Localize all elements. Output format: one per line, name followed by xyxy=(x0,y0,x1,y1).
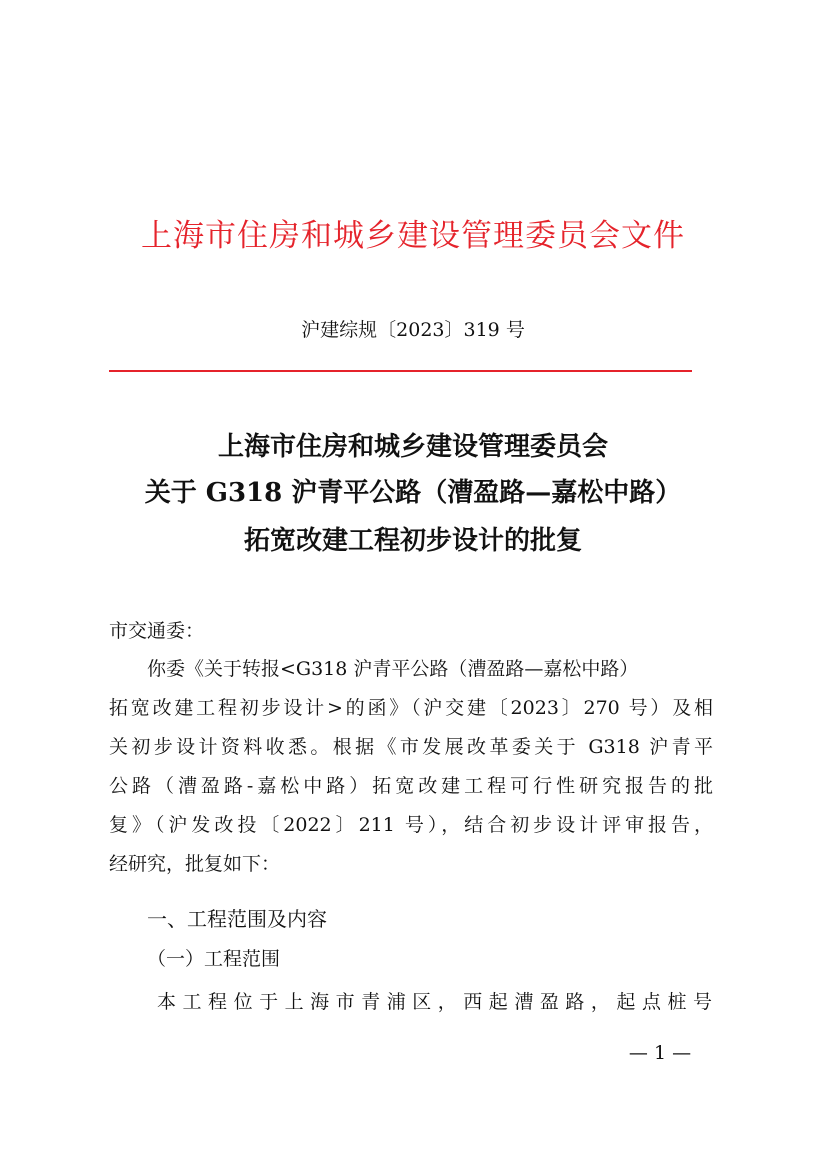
paragraph-line: 本工程位于上海市青浦区，西起漕盈路，起点桩号 xyxy=(157,991,712,1013)
paragraph-line: 关初步设计资料收悉。根据《市发展改革委关于 G318 沪青平 xyxy=(109,736,713,758)
document-title-line-1: 上海市住房和城乡建设管理委员会 xyxy=(217,432,608,462)
document-title-line-3: 拓宽改建工程初步设计的批复 xyxy=(243,526,582,556)
header-title: 上海市住房和城乡建设管理委员会文件 xyxy=(141,218,685,254)
section-heading: 一、工程范围及内容 xyxy=(147,907,327,931)
document-number: 沪建综规〔2023〕319 号 xyxy=(301,319,525,341)
salutation: 市交通委： xyxy=(109,620,205,642)
paragraph-line: 经研究，批复如下： xyxy=(109,853,281,875)
paragraph-line: 拓宽改建工程初步设计>的函》（沪交建〔2023〕270 号）及相 xyxy=(109,697,713,719)
paragraph-line: 复》（沪发改投〔2022〕211 号），结合初步设计评审报告， xyxy=(109,814,713,836)
subsection-heading: （一）工程范围 xyxy=(147,948,281,970)
red-divider-line xyxy=(109,370,692,372)
paragraph-line: 你委《关于转报<G318 沪青平公路（漕盈路—嘉松中路） xyxy=(147,658,639,680)
page-number: — 1 — xyxy=(628,1042,692,1064)
document-title-line-2: 关于 G318 沪青平公路（漕盈路—嘉松中路） xyxy=(144,478,682,508)
paragraph-line: 公路（漕盈路-嘉松中路）拓宽改建工程可行性研究报告的批 xyxy=(109,775,713,797)
